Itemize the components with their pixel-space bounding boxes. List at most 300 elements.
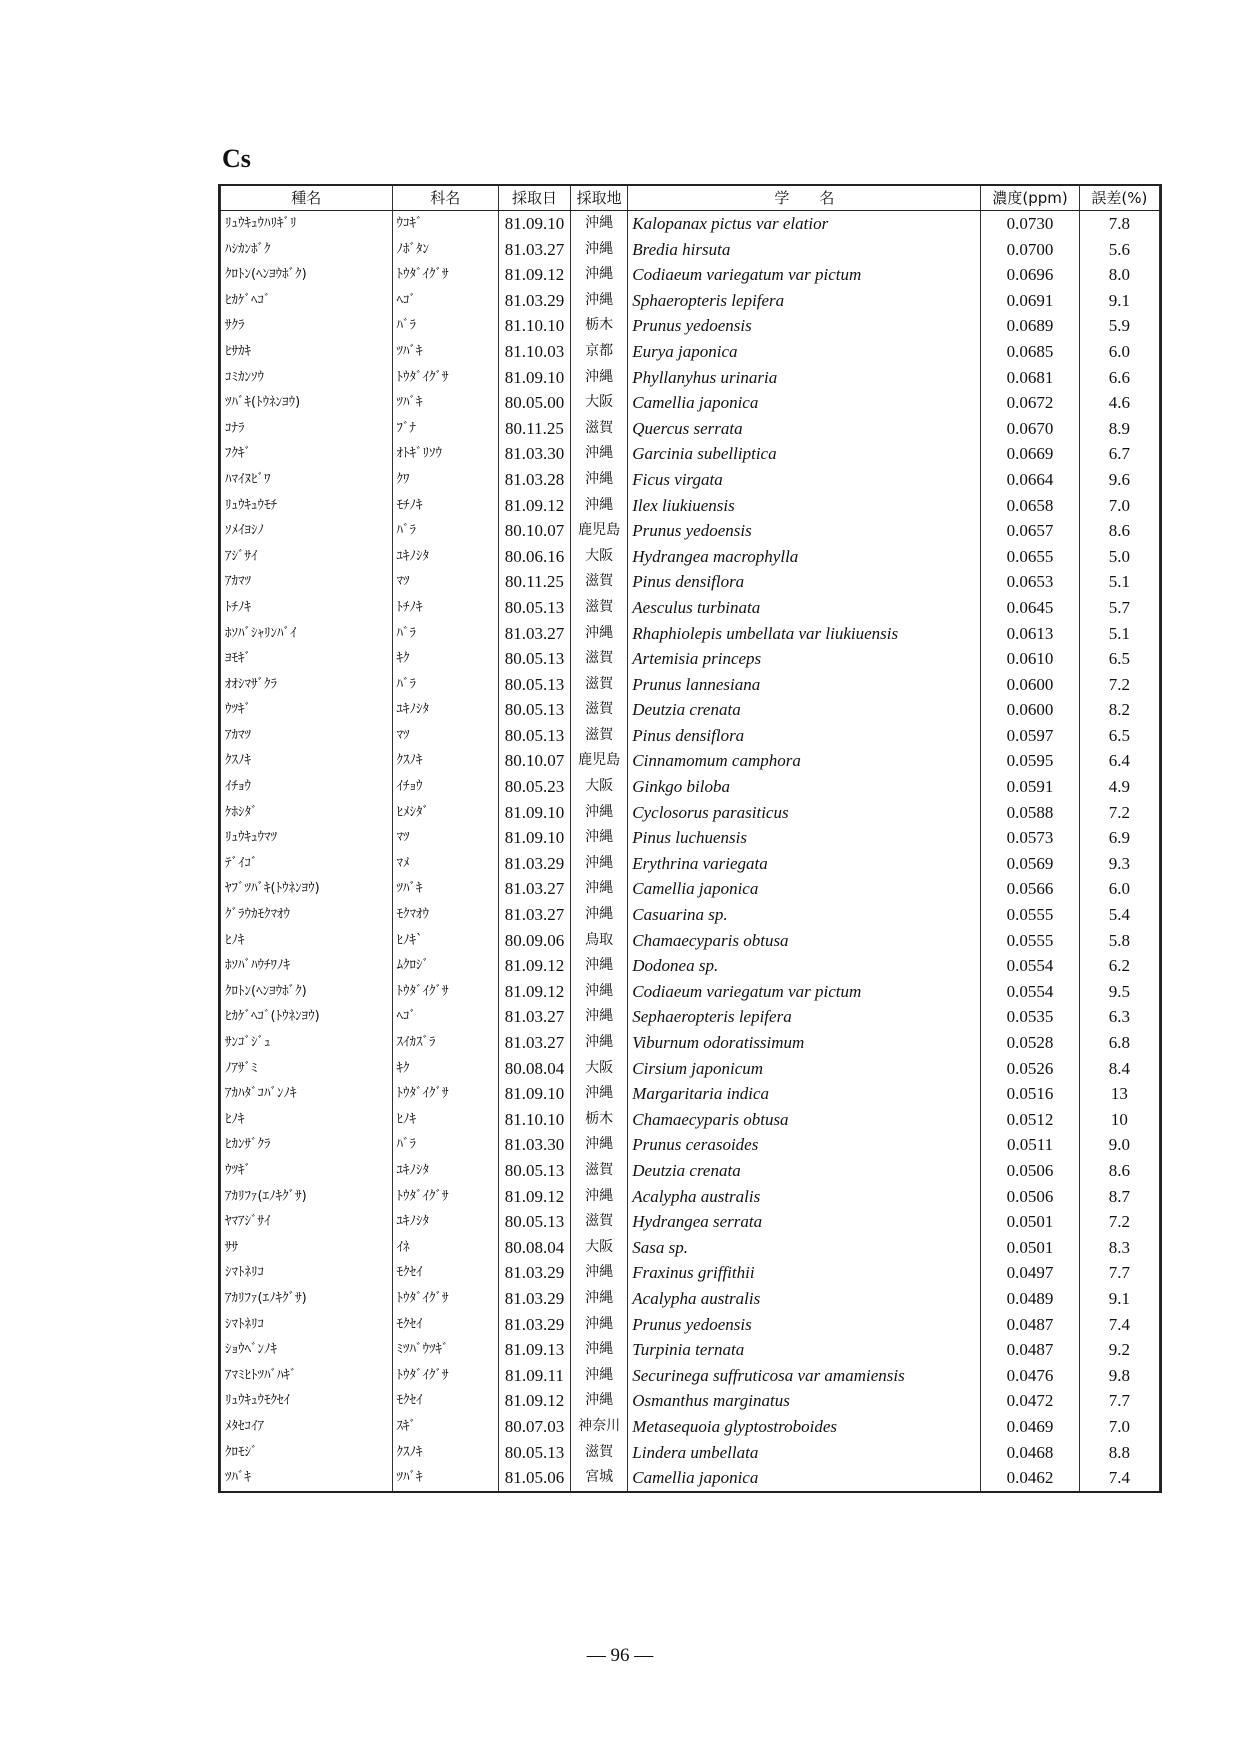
collection-site-cell: 沖縄 bbox=[571, 262, 628, 288]
species-name-cell: ｹﾎｼﾀﾞ bbox=[221, 800, 393, 826]
family-name-cell: ﾊﾞﾗ bbox=[392, 518, 498, 544]
species-name-cell: ｱｶﾘﾌｧ(ｴﾉｷｸﾞｻ) bbox=[221, 1286, 393, 1312]
table-row bbox=[221, 416, 1160, 442]
table-row bbox=[221, 876, 1160, 902]
concentration-cell: 0.0512 bbox=[981, 1107, 1079, 1133]
scientific-name-cell: Ilex liukiuensis bbox=[628, 493, 981, 519]
collection-date-cell: 81.03.27 bbox=[498, 876, 570, 902]
family-name-cell: ｷｸ bbox=[392, 1056, 498, 1082]
concentration-cell: 0.0468 bbox=[981, 1440, 1079, 1466]
error-cell: 9.5 bbox=[1079, 979, 1159, 1005]
collection-site-cell: 滋賀 bbox=[571, 416, 628, 442]
concentration-cell: 0.0669 bbox=[981, 441, 1079, 467]
species-name-cell: ｲﾁｮｳ bbox=[221, 774, 393, 800]
concentration-cell: 0.0653 bbox=[981, 569, 1079, 595]
header-family-name: 科名 bbox=[392, 186, 498, 211]
species-name-cell: ﾌｸｷﾞ bbox=[221, 441, 393, 467]
collection-site-cell: 京都 bbox=[571, 339, 628, 365]
error-cell: 7.0 bbox=[1079, 493, 1159, 519]
collection-date-cell: 80.05.13 bbox=[498, 723, 570, 749]
concentration-cell: 0.0730 bbox=[981, 211, 1079, 237]
family-name-cell: ｽｷﾞ bbox=[392, 1414, 498, 1440]
collection-date-cell: 81.03.29 bbox=[498, 288, 570, 314]
table-row bbox=[221, 262, 1160, 288]
error-cell: 4.9 bbox=[1079, 774, 1159, 800]
collection-site-cell: 沖縄 bbox=[571, 211, 628, 237]
collection-date-cell: 80.08.04 bbox=[498, 1235, 570, 1261]
collection-site-cell: 神奈川 bbox=[571, 1414, 628, 1440]
error-cell: 7.0 bbox=[1079, 1414, 1159, 1440]
collection-site-cell: 沖縄 bbox=[571, 288, 628, 314]
scientific-name-cell: Securinega suffruticosa var amamiensis bbox=[628, 1363, 981, 1389]
collection-site-cell: 沖縄 bbox=[571, 1132, 628, 1158]
error-cell: 6.9 bbox=[1079, 825, 1159, 851]
collection-date-cell: 80.06.16 bbox=[498, 544, 570, 570]
family-name-cell: ﾊﾞﾗ bbox=[392, 1132, 498, 1158]
scientific-name-cell: Erythrina variegata bbox=[628, 851, 981, 877]
scientific-name-cell: Sasa sp. bbox=[628, 1235, 981, 1261]
scientific-name-cell: Cirsium japonicum bbox=[628, 1056, 981, 1082]
error-cell: 7.8 bbox=[1079, 211, 1159, 237]
collection-site-cell: 滋賀 bbox=[571, 672, 628, 698]
species-name-cell: ｼﾏﾄﾈﾘｺ bbox=[221, 1260, 393, 1286]
family-name-cell: ﾄｳﾀﾞｲｸﾞｻ bbox=[392, 1081, 498, 1107]
family-name-cell: ﾐﾂﾊﾞｳﾂｷﾞ bbox=[392, 1337, 498, 1363]
species-name-cell: ｸﾛﾄﾝ(ﾍﾝﾖｳﾎﾞｸ) bbox=[221, 262, 393, 288]
species-name-cell: ｱﾏﾐﾋﾄﾂﾊﾞﾊｷﾞ bbox=[221, 1363, 393, 1389]
header-species-name: 種名 bbox=[221, 186, 393, 211]
family-name-cell: ﾏﾂ bbox=[392, 723, 498, 749]
collection-date-cell: 80.05.13 bbox=[498, 646, 570, 672]
table-body bbox=[221, 211, 1160, 1491]
concentration-cell: 0.0476 bbox=[981, 1363, 1079, 1389]
collection-date-cell: 81.03.27 bbox=[498, 1004, 570, 1030]
family-name-cell: ﾏﾂ bbox=[392, 569, 498, 595]
family-name-cell: ﾌﾞﾅ bbox=[392, 416, 498, 442]
collection-date-cell: 80.11.25 bbox=[498, 416, 570, 442]
collection-site-cell: 沖縄 bbox=[571, 902, 628, 928]
collection-date-cell: 80.05.13 bbox=[498, 1158, 570, 1184]
table-row bbox=[221, 979, 1160, 1005]
header-collection-date: 採取日 bbox=[498, 186, 570, 211]
collection-site-cell: 沖縄 bbox=[571, 493, 628, 519]
family-name-cell: ﾓﾁﾉｷ bbox=[392, 493, 498, 519]
scientific-name-cell: Quercus serrata bbox=[628, 416, 981, 442]
concentration-cell: 0.0526 bbox=[981, 1056, 1079, 1082]
family-name-cell: ﾕｷﾉｼﾀ bbox=[392, 697, 498, 723]
species-name-cell: ﾉｱｻﾞﾐ bbox=[221, 1056, 393, 1082]
table-row bbox=[221, 211, 1160, 237]
scientific-name-cell: Deutzia crenata bbox=[628, 1158, 981, 1184]
family-name-cell: ﾊﾞﾗ bbox=[392, 672, 498, 698]
scientific-name-cell: Deutzia crenata bbox=[628, 697, 981, 723]
species-name-cell: ﾋｶﾝｻﾞｸﾗ bbox=[221, 1132, 393, 1158]
scientific-name-cell: Camellia japonica bbox=[628, 390, 981, 416]
table-row bbox=[221, 748, 1160, 774]
table-row bbox=[221, 339, 1160, 365]
table-row bbox=[221, 1081, 1160, 1107]
table-row bbox=[221, 1440, 1160, 1466]
collection-site-cell: 大阪 bbox=[571, 390, 628, 416]
collection-date-cell: 81.09.11 bbox=[498, 1363, 570, 1389]
table-row bbox=[221, 1209, 1160, 1235]
species-name-cell: ﾎｿﾊﾞｼｬﾘﾝﾊﾞｲ bbox=[221, 621, 393, 647]
species-name-cell: ﾋｶｹﾞﾍｺﾞ bbox=[221, 288, 393, 314]
error-cell: 8.7 bbox=[1079, 1184, 1159, 1210]
element-title: Cs bbox=[222, 144, 251, 173]
concentration-cell: 0.0487 bbox=[981, 1337, 1079, 1363]
table-row bbox=[221, 1158, 1160, 1184]
table-row bbox=[221, 1004, 1160, 1030]
scientific-name-cell: Sphaeropteris lepifera bbox=[628, 288, 981, 314]
scientific-name-cell: Casuarina sp. bbox=[628, 902, 981, 928]
concentration-cell: 0.0655 bbox=[981, 544, 1079, 570]
scientific-name-cell: Prunus yedoensis bbox=[628, 1312, 981, 1338]
species-name-cell: ﾃﾞｲｺﾞ bbox=[221, 851, 393, 877]
species-name-cell: ｱｶﾏﾂ bbox=[221, 569, 393, 595]
error-cell: 13 bbox=[1079, 1081, 1159, 1107]
collection-site-cell: 沖縄 bbox=[571, 953, 628, 979]
species-name-cell: ｺﾐｶﾝｿｳ bbox=[221, 365, 393, 391]
error-cell: 6.7 bbox=[1079, 441, 1159, 467]
table-row bbox=[221, 1388, 1160, 1414]
collection-date-cell: 81.03.27 bbox=[498, 237, 570, 263]
collection-date-cell: 81.03.27 bbox=[498, 902, 570, 928]
error-cell: 8.2 bbox=[1079, 697, 1159, 723]
error-cell: 6.0 bbox=[1079, 876, 1159, 902]
scientific-name-cell: Dodonea sp. bbox=[628, 953, 981, 979]
collection-date-cell: 81.10.10 bbox=[498, 313, 570, 339]
concentration-cell: 0.0554 bbox=[981, 953, 1079, 979]
family-name-cell: ﾂﾊﾞｷ bbox=[392, 390, 498, 416]
concentration-cell: 0.0645 bbox=[981, 595, 1079, 621]
concentration-cell: 0.0588 bbox=[981, 800, 1079, 826]
table-row bbox=[221, 621, 1160, 647]
table-row bbox=[221, 1337, 1160, 1363]
concentration-cell: 0.0462 bbox=[981, 1465, 1079, 1491]
error-cell: 10 bbox=[1079, 1107, 1159, 1133]
table-row bbox=[221, 544, 1160, 570]
family-name-cell: ﾓｸﾏｵｳ bbox=[392, 902, 498, 928]
family-name-cell: ﾉﾎﾞﾀﾝ bbox=[392, 237, 498, 263]
table-row bbox=[221, 237, 1160, 263]
family-name-cell: ﾓｸｾｲ bbox=[392, 1312, 498, 1338]
table-row bbox=[221, 902, 1160, 928]
table-row bbox=[221, 595, 1160, 621]
species-name-cell: ﾊｼｶﾝﾎﾞｸ bbox=[221, 237, 393, 263]
scientific-name-cell: Viburnum odoratissimum bbox=[628, 1030, 981, 1056]
table-row bbox=[221, 672, 1160, 698]
family-name-cell: ﾂﾊﾞｷ bbox=[392, 876, 498, 902]
species-name-cell: ﾘｭｳｷｭｳﾏﾂ bbox=[221, 825, 393, 851]
table-row bbox=[221, 1030, 1160, 1056]
species-name-cell: ｱｶﾏﾂ bbox=[221, 723, 393, 749]
species-name-cell: ﾖﾓｷﾞ bbox=[221, 646, 393, 672]
collection-date-cell: 80.05.13 bbox=[498, 697, 570, 723]
collection-site-cell: 栃木 bbox=[571, 1107, 628, 1133]
error-cell: 7.2 bbox=[1079, 800, 1159, 826]
error-cell: 8.8 bbox=[1079, 1440, 1159, 1466]
collection-date-cell: 81.03.28 bbox=[498, 467, 570, 493]
scientific-name-cell: Camellia japonica bbox=[628, 876, 981, 902]
table-row bbox=[221, 1132, 1160, 1158]
collection-site-cell: 滋賀 bbox=[571, 646, 628, 672]
error-cell: 7.4 bbox=[1079, 1312, 1159, 1338]
error-cell: 6.6 bbox=[1079, 365, 1159, 391]
family-name-cell: ﾄｳﾀﾞｲｸﾞｻ bbox=[392, 1363, 498, 1389]
scientific-name-cell: Bredia hirsuta bbox=[628, 237, 981, 263]
error-cell: 8.6 bbox=[1079, 1158, 1159, 1184]
page-number: — 96 — bbox=[586, 1645, 654, 1666]
collection-date-cell: 81.03.29 bbox=[498, 851, 570, 877]
family-name-cell: ﾄｳﾀﾞｲｸﾞｻ bbox=[392, 1184, 498, 1210]
error-cell: 6.2 bbox=[1079, 953, 1159, 979]
species-name-cell: ｸｽﾉｷ bbox=[221, 748, 393, 774]
concentration-cell: 0.0506 bbox=[981, 1158, 1079, 1184]
family-name-cell: ｳｺｷﾞ bbox=[392, 211, 498, 237]
family-name-cell: ﾏﾒ bbox=[392, 851, 498, 877]
error-cell: 7.4 bbox=[1079, 1465, 1159, 1491]
scientific-name-cell: Pinus luchuensis bbox=[628, 825, 981, 851]
concentration-cell: 0.0506 bbox=[981, 1184, 1079, 1210]
table-row bbox=[221, 1260, 1160, 1286]
error-cell: 6.0 bbox=[1079, 339, 1159, 365]
species-name-cell: ﾘｭｳｷｭｳﾓｸｾｲ bbox=[221, 1388, 393, 1414]
scientific-name-cell: Ginkgo biloba bbox=[628, 774, 981, 800]
collection-date-cell: 80.10.07 bbox=[498, 748, 570, 774]
table-header-row bbox=[221, 186, 1160, 211]
table-row bbox=[221, 851, 1160, 877]
table-row bbox=[221, 1235, 1160, 1261]
concentration-cell: 0.0657 bbox=[981, 518, 1079, 544]
scientific-name-cell: Aesculus turbinata bbox=[628, 595, 981, 621]
collection-site-cell: 滋賀 bbox=[571, 697, 628, 723]
error-cell: 7.2 bbox=[1079, 672, 1159, 698]
scientific-name-cell: Metasequoia glyptostroboides bbox=[628, 1414, 981, 1440]
concentration-cell: 0.0501 bbox=[981, 1235, 1079, 1261]
family-name-cell: ｲﾈ bbox=[392, 1235, 498, 1261]
scientific-name-cell: Fraxinus griffithii bbox=[628, 1260, 981, 1286]
collection-site-cell: 沖縄 bbox=[571, 1004, 628, 1030]
collection-date-cell: 80.08.04 bbox=[498, 1056, 570, 1082]
scientific-name-cell: Hydrangea serrata bbox=[628, 1209, 981, 1235]
collection-site-cell: 沖縄 bbox=[571, 467, 628, 493]
species-name-cell: ｱｶﾘﾌｧ(ｴﾉｷｸﾞｻ) bbox=[221, 1184, 393, 1210]
concentration-cell: 0.0528 bbox=[981, 1030, 1079, 1056]
concentration-cell: 0.0600 bbox=[981, 697, 1079, 723]
family-name-cell: ﾋﾒｼﾀﾞ bbox=[392, 800, 498, 826]
collection-date-cell: 81.09.10 bbox=[498, 211, 570, 237]
species-name-cell: ﾋｻｶｷ bbox=[221, 339, 393, 365]
concentration-cell: 0.0573 bbox=[981, 825, 1079, 851]
family-name-cell: ﾕｷﾉｼﾀ bbox=[392, 1209, 498, 1235]
family-name-cell: ﾋﾉｷ bbox=[392, 1107, 498, 1133]
species-name-cell: ﾋﾉｷ bbox=[221, 928, 393, 954]
collection-date-cell: 81.09.12 bbox=[498, 953, 570, 979]
header-error: 誤差(%) bbox=[1079, 186, 1159, 211]
error-cell: 9.1 bbox=[1079, 1286, 1159, 1312]
table-row bbox=[221, 569, 1160, 595]
table-row bbox=[221, 1465, 1160, 1491]
table-row bbox=[221, 800, 1160, 826]
error-cell: 6.5 bbox=[1079, 646, 1159, 672]
concentration-cell: 0.0681 bbox=[981, 365, 1079, 391]
species-name-cell: ｱｼﾞｻｲ bbox=[221, 544, 393, 570]
collection-site-cell: 滋賀 bbox=[571, 595, 628, 621]
scientific-name-cell: Kalopanax pictus var elatior bbox=[628, 211, 981, 237]
scientific-name-cell: Phyllanyhus urinaria bbox=[628, 365, 981, 391]
table-row bbox=[221, 774, 1160, 800]
family-name-cell: ﾋﾉｷ` bbox=[392, 928, 498, 954]
concentration-cell: 0.0595 bbox=[981, 748, 1079, 774]
species-name-cell: ﾎｿﾊﾞﾊｳﾁﾜﾉｷ bbox=[221, 953, 393, 979]
table-row bbox=[221, 928, 1160, 954]
concentration-cell: 0.0497 bbox=[981, 1260, 1079, 1286]
collection-site-cell: 滋賀 bbox=[571, 569, 628, 595]
error-cell: 7.2 bbox=[1079, 1209, 1159, 1235]
collection-date-cell: 81.10.10 bbox=[498, 1107, 570, 1133]
scientific-name-cell: Cinnamomum camphora bbox=[628, 748, 981, 774]
collection-date-cell: 80.05.13 bbox=[498, 672, 570, 698]
collection-site-cell: 宮城 bbox=[571, 1465, 628, 1491]
collection-site-cell: 沖縄 bbox=[571, 621, 628, 647]
concentration-cell: 0.0696 bbox=[981, 262, 1079, 288]
species-name-cell: ｼﾏﾄﾈﾘｺ bbox=[221, 1312, 393, 1338]
scientific-name-cell: Prunus cerasoides bbox=[628, 1132, 981, 1158]
species-name-cell: ｻｻ bbox=[221, 1235, 393, 1261]
collection-date-cell: 81.10.03 bbox=[498, 339, 570, 365]
error-cell: 8.4 bbox=[1079, 1056, 1159, 1082]
collection-date-cell: 81.05.06 bbox=[498, 1465, 570, 1491]
error-cell: 5.1 bbox=[1079, 621, 1159, 647]
table-row bbox=[221, 1184, 1160, 1210]
concentration-cell: 0.0591 bbox=[981, 774, 1079, 800]
species-name-cell: ﾒﾀｾｺｲｱ bbox=[221, 1414, 393, 1440]
species-name-cell: ﾋﾉｷ bbox=[221, 1107, 393, 1133]
family-name-cell: ﾕｷﾉｼﾀ bbox=[392, 1158, 498, 1184]
species-name-cell: ﾋｶｹﾞﾍｺﾞ(ﾄｳﾈﾝﾖｳ) bbox=[221, 1004, 393, 1030]
error-cell: 9.3 bbox=[1079, 851, 1159, 877]
species-name-cell: ｻﾝｺﾞｼﾞｭ bbox=[221, 1030, 393, 1056]
scientific-name-cell: Prunus lannesiana bbox=[628, 672, 981, 698]
species-name-cell: ﾂﾊﾞｷ bbox=[221, 1465, 393, 1491]
species-name-cell: ｻｸﾗ bbox=[221, 313, 393, 339]
concentration-cell: 0.0613 bbox=[981, 621, 1079, 647]
collection-date-cell: 81.09.10 bbox=[498, 1081, 570, 1107]
family-name-cell: ﾂﾊﾞｷ bbox=[392, 1465, 498, 1491]
scientific-name-cell: Osmanthus marginatus bbox=[628, 1388, 981, 1414]
species-name-cell: ﾔﾌﾞﾂﾊﾞｷ(ﾄｳﾈﾝﾖｳ) bbox=[221, 876, 393, 902]
family-name-cell: ﾓｸｾｲ bbox=[392, 1388, 498, 1414]
header-scientific-name: 学 名 bbox=[628, 186, 981, 211]
scientific-name-cell: Eurya japonica bbox=[628, 339, 981, 365]
concentration-cell: 0.0489 bbox=[981, 1286, 1079, 1312]
collection-date-cell: 80.05.13 bbox=[498, 1209, 570, 1235]
concentration-cell: 0.0516 bbox=[981, 1081, 1079, 1107]
collection-date-cell: 80.10.07 bbox=[498, 518, 570, 544]
collection-site-cell: 沖縄 bbox=[571, 237, 628, 263]
error-cell: 7.7 bbox=[1079, 1388, 1159, 1414]
species-name-cell: ﾂﾊﾞｷ(ﾄｳﾈﾝﾖｳ) bbox=[221, 390, 393, 416]
family-name-cell: ﾄｳﾀﾞｲｸﾞｻ bbox=[392, 979, 498, 1005]
family-name-cell: ｽｲｶｽﾞﾗ bbox=[392, 1030, 498, 1056]
collection-site-cell: 鳥取 bbox=[571, 928, 628, 954]
error-cell: 6.5 bbox=[1079, 723, 1159, 749]
header-collection-site: 採取地 bbox=[571, 186, 628, 211]
concentration-cell: 0.0685 bbox=[981, 339, 1079, 365]
scientific-name-cell: Sephaeropteris lepifera bbox=[628, 1004, 981, 1030]
error-cell: 5.8 bbox=[1079, 928, 1159, 954]
table-row bbox=[221, 1056, 1160, 1082]
collection-site-cell: 大阪 bbox=[571, 1235, 628, 1261]
collection-date-cell: 81.03.29 bbox=[498, 1260, 570, 1286]
species-name-cell: ｸﾛﾄﾝ(ﾍﾝﾖｳﾎﾞｸ) bbox=[221, 979, 393, 1005]
collection-site-cell: 大阪 bbox=[571, 544, 628, 570]
table-row bbox=[221, 646, 1160, 672]
scientific-name-cell: Rhaphiolepis umbellata var liukiuensis bbox=[628, 621, 981, 647]
collection-site-cell: 沖縄 bbox=[571, 979, 628, 1005]
scientific-name-cell: Turpinia ternata bbox=[628, 1337, 981, 1363]
scientific-name-cell: Hydrangea macrophylla bbox=[628, 544, 981, 570]
collection-date-cell: 81.03.27 bbox=[498, 621, 570, 647]
error-cell: 5.6 bbox=[1079, 237, 1159, 263]
collection-date-cell: 81.03.30 bbox=[498, 441, 570, 467]
species-name-cell: ｳﾂｷﾞ bbox=[221, 697, 393, 723]
species-name-cell: ﾊﾏｲﾇﾋﾞﾜ bbox=[221, 467, 393, 493]
table-row bbox=[221, 1286, 1160, 1312]
scientific-name-cell: Camellia japonica bbox=[628, 1465, 981, 1491]
concentration-cell: 0.0597 bbox=[981, 723, 1079, 749]
table-row bbox=[221, 441, 1160, 467]
concentration-cell: 0.0472 bbox=[981, 1388, 1079, 1414]
species-name-cell: ﾔﾏｱｼﾞｻｲ bbox=[221, 1209, 393, 1235]
family-name-cell: ﾄｳﾀﾞｲｸﾞｻ bbox=[392, 262, 498, 288]
collection-date-cell: 81.09.12 bbox=[498, 979, 570, 1005]
collection-date-cell: 81.03.29 bbox=[498, 1286, 570, 1312]
collection-date-cell: 80.05.13 bbox=[498, 1440, 570, 1466]
collection-site-cell: 沖縄 bbox=[571, 1081, 628, 1107]
family-name-cell: ﾊﾞﾗ bbox=[392, 313, 498, 339]
species-name-cell: ｵｵｼﾏｻﾞｸﾗ bbox=[221, 672, 393, 698]
collection-site-cell: 滋賀 bbox=[571, 1158, 628, 1184]
table-row bbox=[221, 1107, 1160, 1133]
family-name-cell: ｲﾁｮｳ bbox=[392, 774, 498, 800]
family-name-cell: ﾏﾂ bbox=[392, 825, 498, 851]
collection-site-cell: 沖縄 bbox=[571, 1363, 628, 1389]
collection-date-cell: 80.05.13 bbox=[498, 595, 570, 621]
table-row bbox=[221, 493, 1160, 519]
collection-site-cell: 鹿児島 bbox=[571, 748, 628, 774]
concentration-cell: 0.0555 bbox=[981, 928, 1079, 954]
family-name-cell: ﾄﾁﾉｷ bbox=[392, 595, 498, 621]
scientific-name-cell: Lindera umbellata bbox=[628, 1440, 981, 1466]
collection-site-cell: 滋賀 bbox=[571, 1440, 628, 1466]
family-name-cell: ｷｸ bbox=[392, 646, 498, 672]
family-name-cell: ｸｽﾉｷ bbox=[392, 1440, 498, 1466]
error-cell: 8.0 bbox=[1079, 262, 1159, 288]
species-name-cell: ｺﾅﾗ bbox=[221, 416, 393, 442]
family-name-cell: ﾄｳﾀﾞｲｸﾞｻ bbox=[392, 365, 498, 391]
concentration-cell: 0.0487 bbox=[981, 1312, 1079, 1338]
collection-site-cell: 大阪 bbox=[571, 774, 628, 800]
concentration-cell: 0.0670 bbox=[981, 416, 1079, 442]
family-name-cell: ﾂﾊﾞｷ bbox=[392, 339, 498, 365]
scientific-name-cell: Pinus densiflora bbox=[628, 723, 981, 749]
table-row bbox=[221, 953, 1160, 979]
error-cell: 5.0 bbox=[1079, 544, 1159, 570]
family-name-cell: ﾍｺﾞ bbox=[392, 1004, 498, 1030]
collection-site-cell: 沖縄 bbox=[571, 1260, 628, 1286]
